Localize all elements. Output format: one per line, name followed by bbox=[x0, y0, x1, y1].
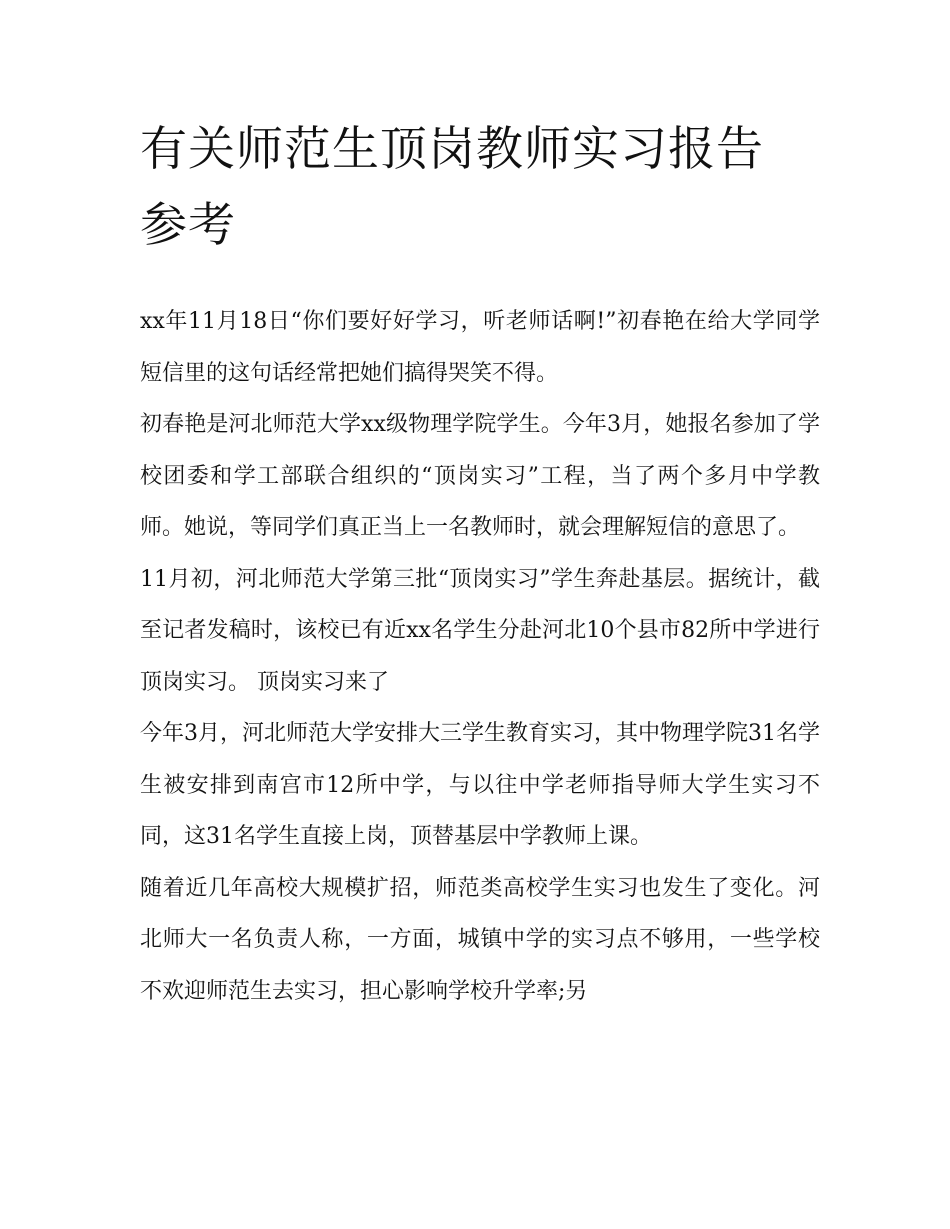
paragraph: 随着近几年高校大规模扩招，师范类高校学生实习也发生了变化。河北师大一名负责人称，一方面，城镇中学的实习点不够用，一些学校不欢迎师范生去实习，担心影响学校升学率;另 bbox=[140, 875, 820, 1004]
paragraph: 今年3月，河北师范大学安排大三学生教育实习，其中物理学院31名学生被安排到南宫市12所中学，与以往中学老师指导师大学生实习不同，这31名学生直接上岗，顶替基层中学教师上课。 bbox=[140, 721, 820, 849]
paragraph: 11月初，河北师范大学第三批“顶岗实习”学生奔赴基层。据统计，截至记者发稿时，该校已有近xx名学生分赴河北10个县市82所中学进行顶岗实习。 顶岗实习来了 bbox=[140, 566, 820, 695]
paragraph: 初春艳是河北师范大学xx级物理学院学生。今年3月，她报名参加了学校团委和学工部联合组织的“顶岗实习”工程，当了两个多月中学教师。她说，等同学们真正当上一名教师时，就会理解短信的意思了。 bbox=[140, 412, 820, 540]
document-page bbox=[140, 112, 820, 1017]
document-body bbox=[140, 296, 820, 1017]
document-title: 有关师范生顶岗教师实习报告参考 bbox=[140, 122, 764, 253]
paragraph: xx年11月18日“你们要好好学习，听老师话啊!”初春艳在给大学同学短信里的这句话经常把她们搞得哭笑不得。 bbox=[140, 309, 820, 386]
